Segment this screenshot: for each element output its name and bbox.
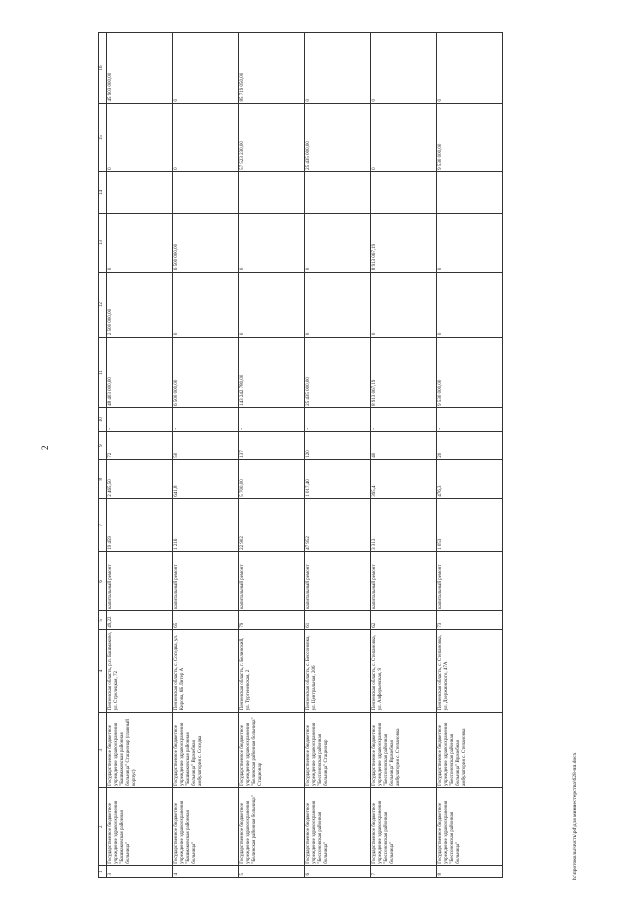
table-cell: 137 xyxy=(239,431,305,459)
table-cell: Государственное бюджетное учреждение здравоохранения "Бессоновская районная больница" xyxy=(371,788,437,866)
table-cell: 79 xyxy=(239,611,305,630)
table-cell: - xyxy=(437,408,503,432)
page-number: 2 xyxy=(40,445,50,450)
table-cell: Государственное бюджетное учреждение здравоохранения "Бессоновская районная больница" Врачебная амбулатория с. Степановка xyxy=(437,712,503,788)
table-cell: Государственное бюджетное учреждение здравоохранения "Бессоновская районная больница" Стационар xyxy=(305,712,371,788)
table-cell: 476,3 xyxy=(437,460,503,499)
table-cell: 61 xyxy=(305,611,371,630)
table-cell: 57 523 230,00 xyxy=(239,103,305,171)
table-cell: 9 530 000,00 xyxy=(437,337,503,408)
table-row xyxy=(437,33,503,878)
table-cell: 1 216 xyxy=(173,499,239,552)
col-header: 11 xyxy=(99,337,107,408)
table-cell: Государственное бюджетное учреждение здравоохранения "Башмаковская районная больница" Врачебная амбулатория с. Соседка xyxy=(173,712,239,788)
table-cell: 40 xyxy=(371,431,437,459)
table-cell: 0 xyxy=(305,33,371,104)
table-cell: капитальный ремонт xyxy=(437,552,503,611)
col-header: 12 xyxy=(99,272,107,337)
table-cell: 0 xyxy=(173,33,239,104)
table-row xyxy=(239,33,305,878)
table-cell: Государственное бюджетное учреждение здравоохранения "Бессоновская районная больница" Врачебная амбулатория с. Степановка xyxy=(371,712,437,788)
col-header: 16 xyxy=(99,33,107,104)
table-cell: капитальный ремонт xyxy=(173,552,239,611)
table-cell: 0 xyxy=(107,213,173,272)
table-cell: 72 xyxy=(107,431,173,459)
table-cell: 25 435 000,00 xyxy=(305,103,371,171)
table-row xyxy=(173,33,239,878)
table-cell: 7 xyxy=(371,866,437,878)
table-cell: 45 903 000,00 xyxy=(107,33,173,104)
col-header: 14 xyxy=(99,172,107,213)
table-cell: Государственное бюджетное учреждение здравоохранения "Белинская районная больница" Стационар xyxy=(239,712,305,788)
table-cell: 6 500 000,00 xyxy=(173,337,239,408)
table-cell: 641,8 xyxy=(173,460,239,499)
table-body xyxy=(107,33,503,878)
table-cell: 0 xyxy=(239,272,305,337)
file-path-footer: h:\протоколы\ччсть\pd\для миниестерства\628-пп.docx xyxy=(572,752,578,880)
table-cell: 8 913 067,19 xyxy=(371,337,437,408)
table-cell: 0 xyxy=(107,103,173,171)
col-header: 5 xyxy=(99,611,107,630)
table-cell: 62 xyxy=(371,611,437,630)
table-cell: капитальный ремонт xyxy=(305,552,371,611)
table-cell: 2 465,50 xyxy=(107,460,173,499)
table-cell xyxy=(371,172,437,213)
table-cell: Пензенская область, с. Степановка, ул. Алферьевская, 9 xyxy=(371,630,437,713)
table-cell: 48 403 000,00 xyxy=(107,337,173,408)
table-cell: Государственное бюджетное учреждение здравоохранения "Башмаковская районная больница" xyxy=(107,788,173,866)
col-header: 4 xyxy=(99,630,107,713)
table-cell: Пензенская область, г. Белинский, ул. Тургеневская, 2 xyxy=(239,630,305,713)
table-cell: 85 719 050,00 xyxy=(239,33,305,104)
table-cell: 8 913 067,19 xyxy=(371,213,437,272)
table-cell: 0 xyxy=(371,103,437,171)
col-header: 3 xyxy=(99,712,107,788)
table-row xyxy=(305,33,371,878)
table-cell: 0 xyxy=(371,33,437,104)
header-row xyxy=(99,33,107,878)
table-cell: 0 xyxy=(305,272,371,337)
col-header: 1 xyxy=(99,866,107,878)
table-cell: Пензенская область, р.п. Башмаково, ул. Стрелецкая, 72 xyxy=(107,630,173,713)
col-header: 13 xyxy=(99,213,107,272)
table-cell: 120 xyxy=(305,431,371,459)
table-cell: - xyxy=(371,408,437,432)
table-row xyxy=(371,33,437,878)
table-cell: 19 459 xyxy=(107,499,173,552)
table-cell: Государственное бюджетное учреждение здравоохранения "Башмаковская районная больница" Стационар (главный корпус) xyxy=(107,712,173,788)
table-cell: 50 xyxy=(173,431,239,459)
rotated-table-container xyxy=(98,32,498,878)
table-cell: - xyxy=(107,408,173,432)
table-cell: 1 053 xyxy=(437,499,503,552)
table-cell xyxy=(305,172,371,213)
table-cell: 25 435 000,00 xyxy=(305,337,371,408)
table-cell: 0 xyxy=(173,103,239,171)
table-cell: 0 xyxy=(239,213,305,272)
table-cell xyxy=(107,172,173,213)
data-table xyxy=(98,32,503,878)
table-cell: 73 xyxy=(437,611,503,630)
table-cell: 0 xyxy=(371,272,437,337)
table-cell: 143 242 780,00 xyxy=(239,337,305,408)
table-cell: 20 xyxy=(437,431,503,459)
table-cell: капитальный ремонт xyxy=(107,552,173,611)
table-cell: 0 xyxy=(437,213,503,272)
table-cell: 8 xyxy=(437,866,503,878)
table-cell: 65 xyxy=(173,611,239,630)
table-cell xyxy=(173,172,239,213)
col-header: 15 xyxy=(99,103,107,171)
table-cell: Государственное бюджетное учреждение здравоохранения "Башмаковская районная больница" xyxy=(173,788,239,866)
table-cell: 9 530 000,00 xyxy=(437,103,503,171)
table-cell: 6 xyxy=(305,866,371,878)
table-cell: капитальный ремонт xyxy=(371,552,437,611)
table-cell xyxy=(437,172,503,213)
table-cell: Пензенская область, с. Степановка, ул. Дзержинского, 47А xyxy=(437,630,503,713)
table-cell: - xyxy=(239,408,305,432)
table-cell: Государственное бюджетное учреждение здравоохранения "Белинская районная больница" xyxy=(239,788,305,866)
col-header: 9 xyxy=(99,431,107,459)
table-cell: 0 xyxy=(437,272,503,337)
table-cell: 47 952 xyxy=(305,499,371,552)
table-cell: 22 902 xyxy=(239,499,305,552)
table-cell: Государственное бюджетное учреждение здравоохранения "Бессоновская районная больница" xyxy=(305,788,371,866)
table-cell: 5 xyxy=(239,866,305,878)
table-cell: Пензенская область, с. Бессоновка, ул. Центральная, 206 xyxy=(305,630,371,713)
col-header: 7 xyxy=(99,499,107,552)
table-cell: 3 xyxy=(107,866,173,878)
table-cell: - xyxy=(173,408,239,432)
table-cell: 1 017,40 xyxy=(305,460,371,499)
table-cell xyxy=(239,172,305,213)
table-row xyxy=(107,33,173,878)
table-cell: 395,4 xyxy=(371,460,437,499)
table-cell: 0 xyxy=(305,213,371,272)
col-header: 6 xyxy=(99,552,107,611)
table-cell: 0 xyxy=(437,33,503,104)
table-cell: Государственное бюджетное учреждение здравоохранения "Бессоновская районная больница" xyxy=(437,788,503,866)
col-header: 2 xyxy=(99,788,107,866)
table-cell: капитальный ремонт xyxy=(239,552,305,611)
table-cell: 5 700,00 xyxy=(239,460,305,499)
table-cell: - xyxy=(305,408,371,432)
table-cell: 49,22 xyxy=(107,611,173,630)
col-header: 8 xyxy=(99,460,107,499)
table-cell: 0 xyxy=(173,272,239,337)
table-cell: 4 xyxy=(173,866,239,878)
table-cell: 2 500 000,00 xyxy=(107,272,173,337)
table-cell: 6 500 000,00 xyxy=(173,213,239,272)
table-cell: 3 313 xyxy=(371,499,437,552)
table-cell: Пензенская область, с. Соседка, ул. Кирова, 6Б Литер А xyxy=(173,630,239,713)
col-header: 10 xyxy=(99,408,107,432)
